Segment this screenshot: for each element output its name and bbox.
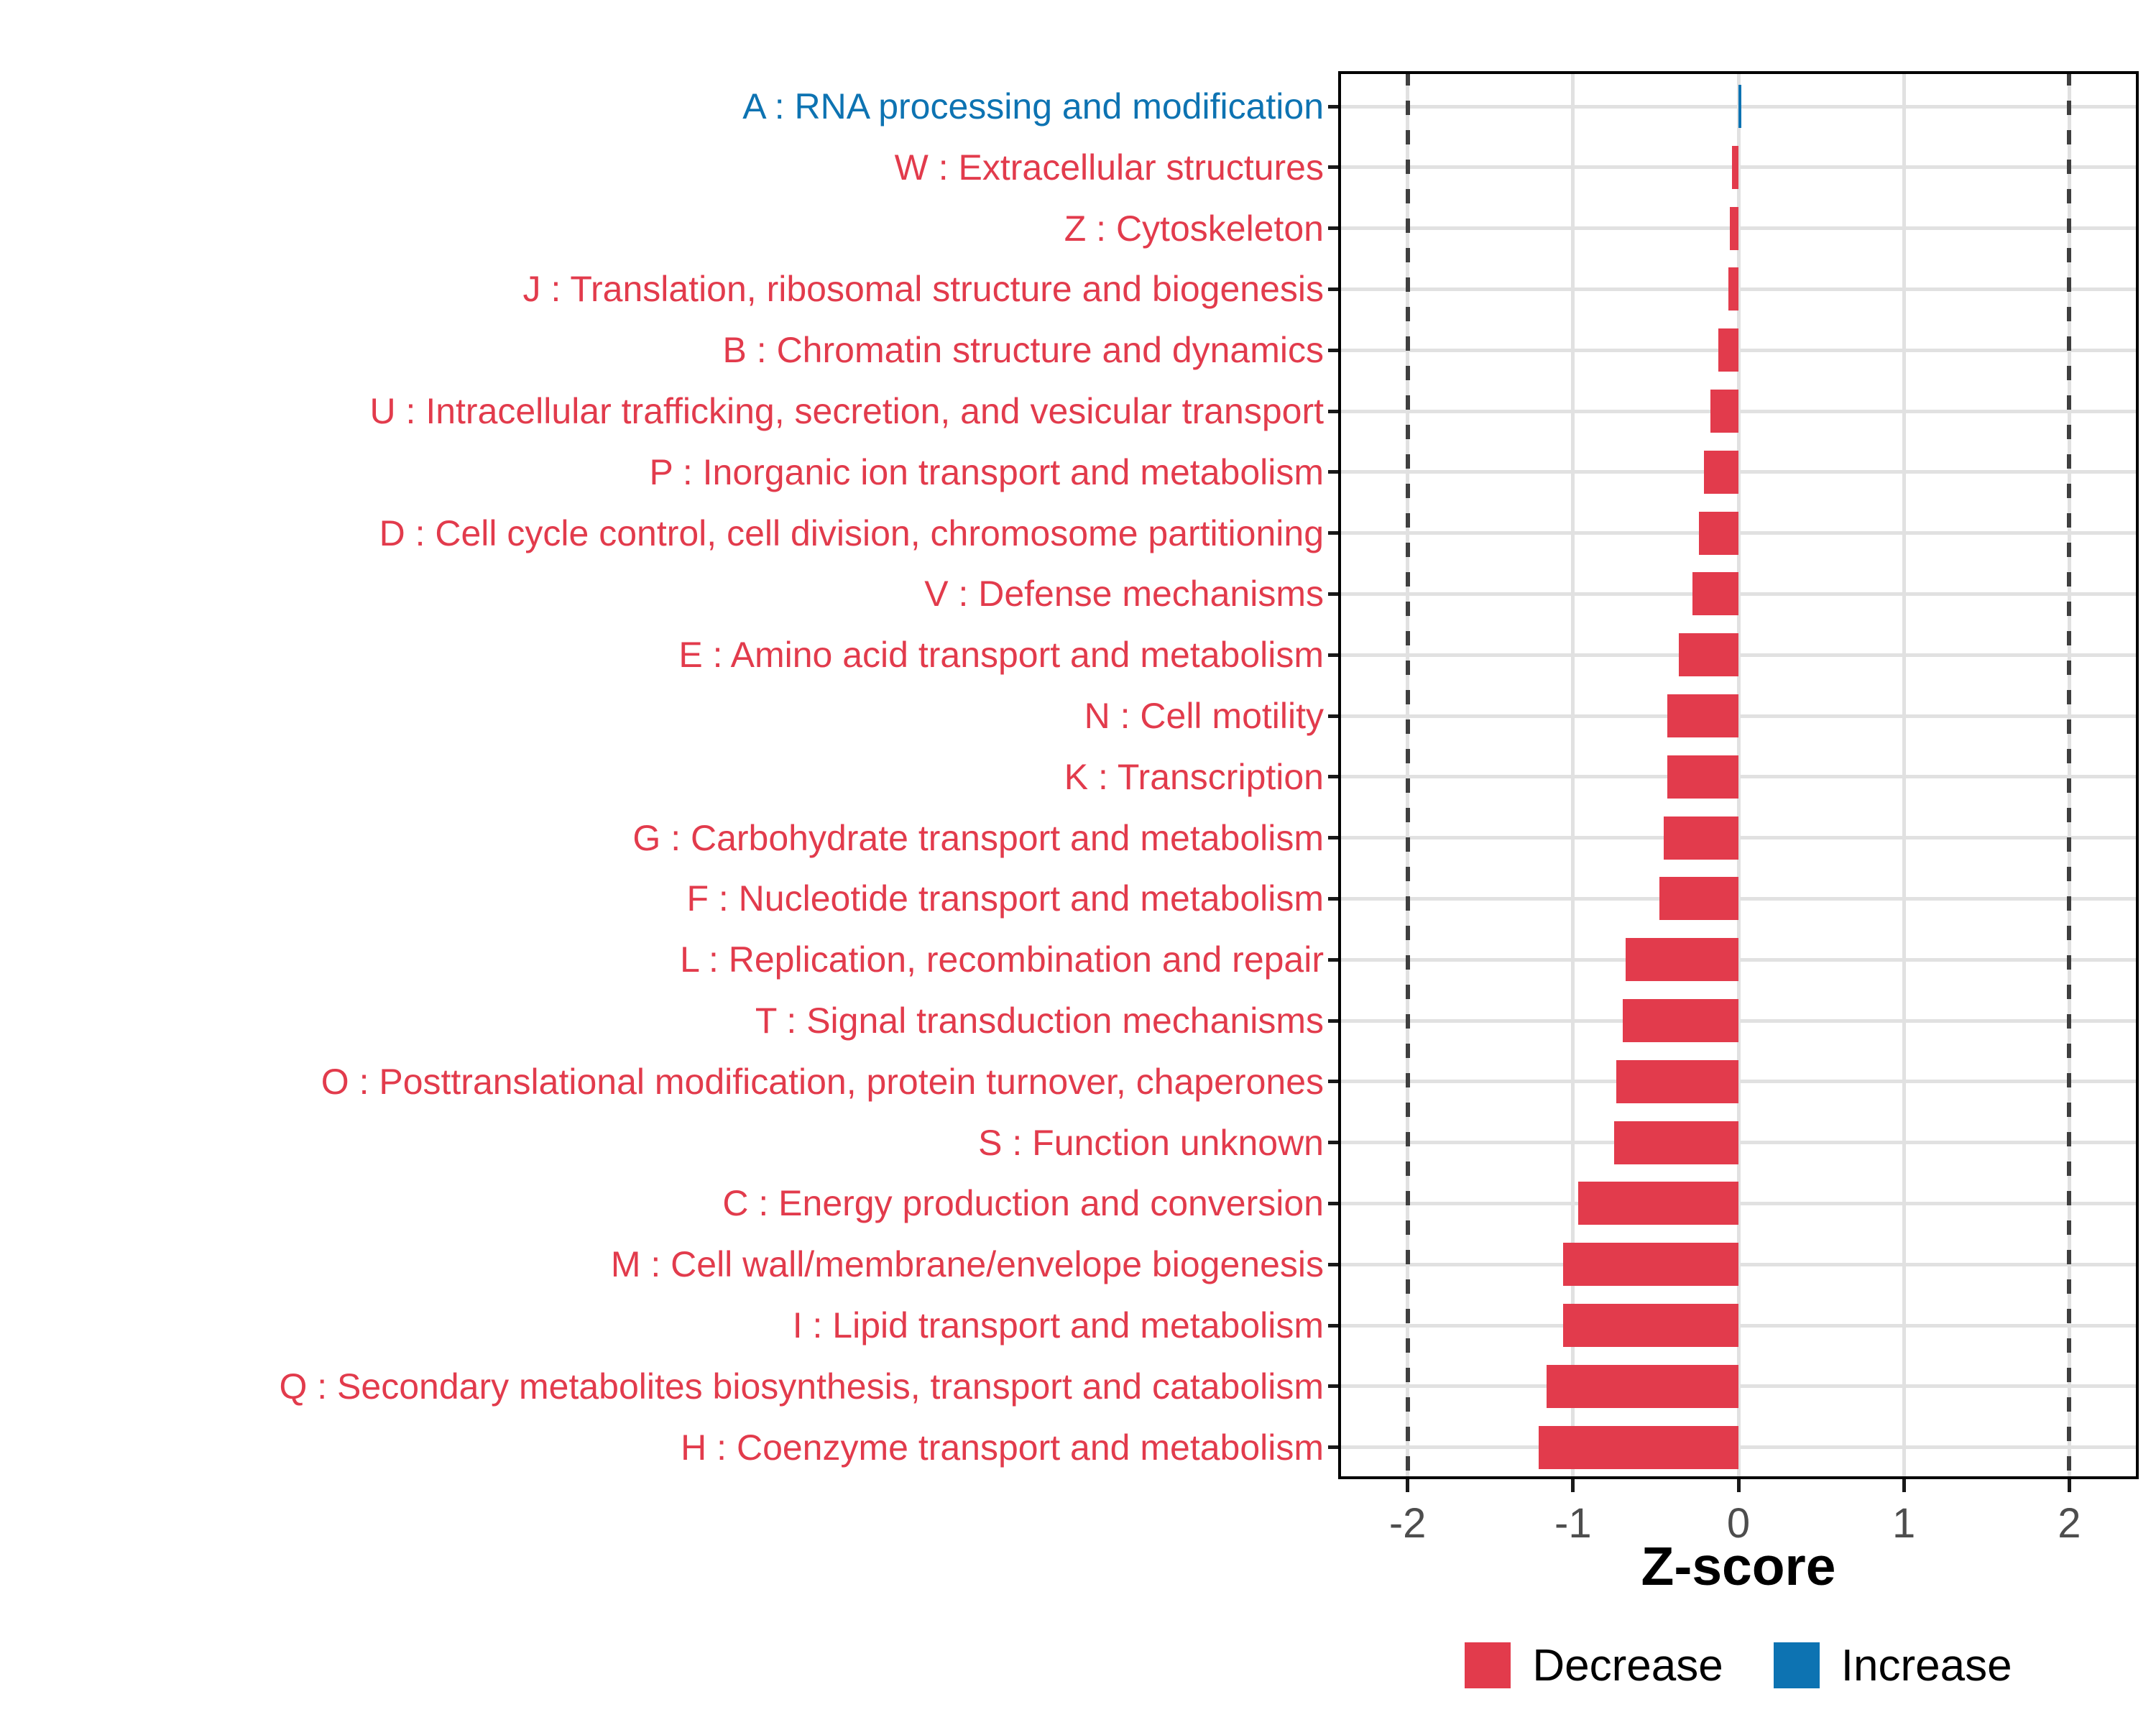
h-gridline xyxy=(1338,1263,2139,1266)
bar xyxy=(1626,938,1738,981)
bar xyxy=(1699,512,1738,555)
h-gridline xyxy=(1338,288,2139,291)
h-gridline xyxy=(1338,531,2139,535)
y-tick xyxy=(1328,1263,1338,1266)
x-axis-title: Z-score xyxy=(1641,1536,1836,1596)
x-tick-label: 0 xyxy=(1726,1500,1751,1547)
h-gridline xyxy=(1338,836,2139,840)
h-gridline xyxy=(1338,1080,2139,1083)
bar xyxy=(1667,694,1738,737)
h-gridline xyxy=(1338,592,2139,596)
y-axis-label: W : Extracellular structures xyxy=(894,147,1324,188)
h-gridline xyxy=(1338,897,2139,901)
bar xyxy=(1664,816,1738,860)
y-tick xyxy=(1328,1445,1338,1449)
bar xyxy=(1659,877,1738,920)
h-gridline xyxy=(1338,1445,2139,1449)
x-tick-label: -2 xyxy=(1388,1500,1427,1547)
y-axis-label: C : Energy production and conversion xyxy=(722,1183,1324,1224)
y-axis-label: S : Function unknown xyxy=(978,1122,1324,1163)
y-tick xyxy=(1328,410,1338,413)
y-axis-label: A : RNA processing and modification xyxy=(742,86,1324,126)
y-tick xyxy=(1328,1019,1338,1023)
y-axis-label: V : Defense mechanisms xyxy=(924,574,1324,615)
h-gridline xyxy=(1338,1384,2139,1388)
y-axis-label: O : Posttranslational modification, protein turnover, chaperones xyxy=(321,1061,1324,1102)
legend-label: Decrease xyxy=(1532,1640,1723,1690)
y-tick xyxy=(1328,165,1338,169)
legend-item xyxy=(1774,1640,2012,1691)
bar xyxy=(1730,207,1738,250)
bar xyxy=(1679,633,1738,676)
bar xyxy=(1718,328,1738,372)
h-gridline xyxy=(1338,1141,2139,1144)
x-tick-label: -1 xyxy=(1554,1500,1592,1547)
h-gridline xyxy=(1338,226,2139,230)
bar xyxy=(1616,1060,1738,1103)
y-tick xyxy=(1328,531,1338,535)
h-gridline xyxy=(1338,410,2139,413)
bar xyxy=(1704,451,1738,494)
bar xyxy=(1732,146,1738,189)
x-tick xyxy=(2068,1479,2071,1492)
h-gridline xyxy=(1338,775,2139,778)
h-gridline xyxy=(1338,1019,2139,1023)
y-axis-label: E : Amino acid transport and metabolism xyxy=(678,635,1324,676)
y-tick xyxy=(1328,105,1338,109)
x-tick xyxy=(1406,1479,1409,1492)
y-axis-label: L : Replication, recombination and repair xyxy=(680,939,1324,980)
y-tick xyxy=(1328,775,1338,778)
y-tick xyxy=(1328,653,1338,657)
y-tick xyxy=(1328,1202,1338,1205)
bar xyxy=(1710,390,1738,433)
y-tick xyxy=(1328,714,1338,718)
y-axis-label: I : Lipid transport and metabolism xyxy=(792,1305,1324,1346)
y-tick xyxy=(1328,226,1338,230)
bar xyxy=(1539,1426,1739,1469)
y-tick xyxy=(1328,470,1338,474)
y-tick xyxy=(1328,958,1338,962)
bar xyxy=(1578,1182,1738,1225)
h-gridline xyxy=(1338,1202,2139,1205)
bar xyxy=(1728,267,1738,310)
y-axis-label: K : Transcription xyxy=(1064,756,1324,797)
h-gridline xyxy=(1338,714,2139,718)
y-tick xyxy=(1328,897,1338,901)
y-axis-label: U : Intracellular trafficking, secretion, and vesicular transport xyxy=(369,391,1324,431)
y-tick xyxy=(1328,836,1338,840)
dashed-refline xyxy=(2067,71,2071,1479)
x-tick xyxy=(1571,1479,1575,1492)
h-gridline xyxy=(1338,470,2139,474)
y-axis-label: M : Cell wall/membrane/envelope biogenesis xyxy=(610,1244,1324,1285)
y-axis-label: N : Cell motility xyxy=(1084,696,1324,736)
bar xyxy=(1667,755,1738,799)
h-gridline xyxy=(1338,653,2139,657)
bar xyxy=(1563,1243,1738,1286)
x-tick xyxy=(1902,1479,1906,1492)
y-axis-label: F : Nucleotide transport and metabolism xyxy=(686,878,1324,919)
legend-label: Increase xyxy=(1841,1640,2012,1690)
legend-swatch xyxy=(1774,1642,1820,1688)
x-tick-label: 2 xyxy=(2058,1500,2081,1547)
y-axis-label: H : Coenzyme transport and metabolism xyxy=(681,1427,1324,1468)
y-axis-label: B : Chromatin structure and dynamics xyxy=(722,330,1324,371)
y-axis-label: D : Cell cycle control, cell division, chromosome partitioning xyxy=(379,512,1324,553)
dashed-refline xyxy=(1406,71,1410,1479)
h-gridline xyxy=(1338,958,2139,962)
y-axis-label: G : Carbohydrate transport and metabolism xyxy=(632,817,1324,858)
bar xyxy=(1563,1304,1738,1347)
bar xyxy=(1614,1121,1738,1164)
y-tick xyxy=(1328,592,1338,596)
legend-swatch xyxy=(1465,1642,1511,1688)
x-tick-label: 1 xyxy=(1892,1500,1916,1547)
h-gridline xyxy=(1338,349,2139,352)
bar xyxy=(1738,85,1741,128)
x-tick xyxy=(1737,1479,1741,1492)
y-axis-label: Z : Cytoskeleton xyxy=(1064,208,1324,249)
y-tick xyxy=(1328,1141,1338,1144)
bar xyxy=(1547,1365,1738,1408)
legend-item xyxy=(1465,1640,1723,1691)
legend xyxy=(1338,1640,2139,1690)
y-axis-label: Q : Secondary metabolites biosynthesis, transport and catabolism xyxy=(279,1366,1324,1407)
y-tick xyxy=(1328,349,1338,352)
y-tick xyxy=(1328,1324,1338,1328)
y-axis-label: J : Translation, ribosomal structure and biogenesis xyxy=(522,269,1324,310)
y-axis-label: P : Inorganic ion transport and metabolism xyxy=(649,451,1324,492)
h-gridline xyxy=(1338,1324,2139,1328)
y-tick xyxy=(1328,1080,1338,1083)
y-axis-label: T : Signal transduction mechanisms xyxy=(755,1000,1324,1041)
bar xyxy=(1623,999,1738,1042)
bar xyxy=(1692,572,1738,615)
h-gridline xyxy=(1338,165,2139,169)
y-tick xyxy=(1328,1384,1338,1388)
y-tick xyxy=(1328,288,1338,291)
